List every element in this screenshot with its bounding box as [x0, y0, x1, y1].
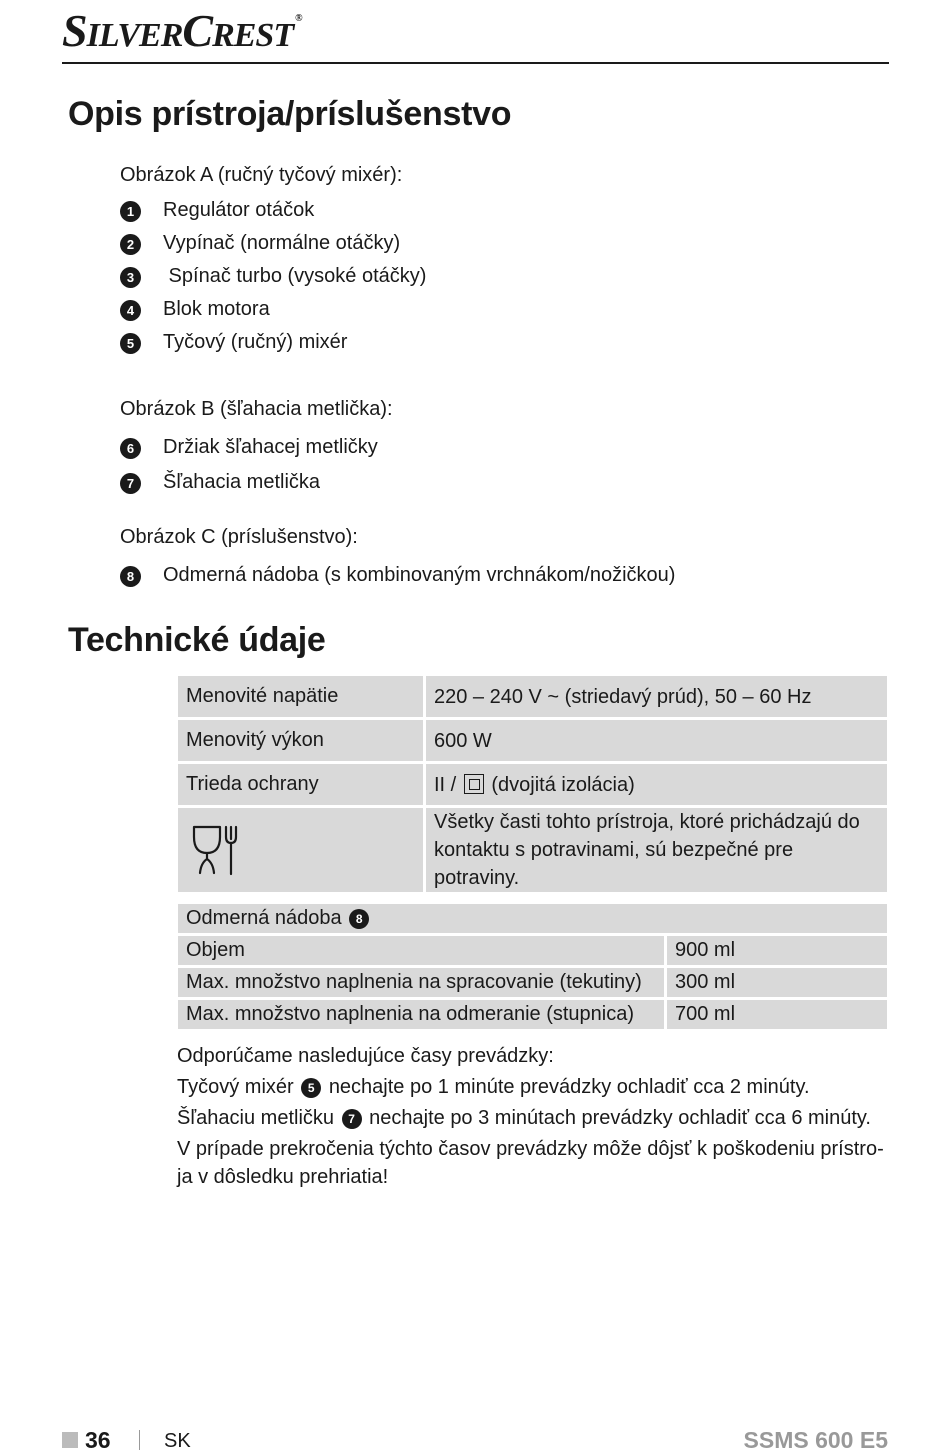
- section-title-description: Opis prístroja/príslušenstvo: [68, 95, 512, 133]
- recommendation-intro: Odporúčame nasledujúce časy prevádzky:: [177, 1045, 554, 1067]
- technical-data-table: [178, 676, 887, 892]
- measuring-jar-table: [178, 904, 887, 1032]
- figure-a-label: Obrázok A (ručný tyčový mixér):: [120, 164, 403, 186]
- header-rule: [62, 62, 889, 64]
- table-cell-value: 900 ml: [664, 936, 887, 968]
- list-item-label: Šľahacia metlička: [163, 471, 321, 493]
- table-cell-value: 300 ml: [664, 968, 887, 1000]
- page-number: 36: [85, 1427, 111, 1453]
- footer-marker: [62, 1432, 78, 1448]
- table-cell-label: Objem: [178, 936, 664, 968]
- list-item-label: Vypínač (normálne otáčky): [163, 232, 401, 254]
- list-item-label: Regulátor otáčok: [163, 199, 315, 221]
- item-number-badge: 2: [120, 234, 141, 255]
- table-cell-label: Menovité napätie: [178, 676, 423, 720]
- item-number-badge: 8: [120, 566, 141, 587]
- jar-header-label: Odmerná nádoba: [186, 907, 342, 929]
- table-row: [178, 764, 887, 808]
- list-item-label: Držiak šľahacej metličky: [163, 436, 378, 458]
- item-number-badge: 5: [301, 1078, 321, 1098]
- silvercrest-logo: SILVERCREST ®: [62, 5, 302, 56]
- table-cell-value: [423, 808, 887, 892]
- table-header-row: [178, 904, 887, 936]
- item-number-badge: 8: [349, 909, 369, 929]
- table-cell-icon: [178, 808, 423, 892]
- protection-class-note: (dvojitá izolácia): [491, 773, 635, 796]
- food-safe-text-line2: kontaktu s potravinami, sú bezpečné pre potraviny.: [434, 839, 794, 889]
- item-number-badge: 1: [120, 201, 141, 222]
- figure-b-label: Obrázok B (šľahacia metlička):: [120, 398, 393, 420]
- table-header-cell: [178, 904, 887, 936]
- table-row: [178, 1000, 887, 1032]
- food-safe-text-line1: Všetky časti tohto prístroja, ktoré prichádzajú do: [434, 811, 860, 833]
- recommendation-prefix: Šľahaciu metličku: [177, 1107, 335, 1129]
- recommendation-line: [177, 1073, 810, 1101]
- item-number-badge: 6: [120, 438, 141, 459]
- section-title-technical-data: Technické údaje: [68, 621, 326, 659]
- table-cell-label: Menovitý výkon: [178, 720, 423, 764]
- list-item-label: Odmerná nádoba (s kombinovaným vrchnákom/nožičkou): [163, 564, 676, 586]
- list-item-label: Tyčový (ručný) mixér: [163, 331, 348, 353]
- recommendation-prefix: Tyčový mixér: [177, 1076, 294, 1098]
- table-cell-value: 220 – 240 V ~ (striedavý prúd), 50 – 60 Hz: [423, 676, 887, 720]
- item-number-badge: 7: [120, 473, 141, 494]
- warning-paragraph: [177, 1135, 884, 1191]
- warning-line1: V prípade prekročenia týchto časov prevádzky môže dôjsť k poškodeniu prístro-: [177, 1138, 884, 1160]
- item-number-badge: 3: [120, 267, 141, 288]
- table-row: [178, 936, 887, 968]
- language-code: SK: [164, 1430, 191, 1452]
- table-row: [178, 808, 887, 892]
- recommendation-suffix: nechajte po 3 minútach prevádzky ochladiť cca 6 minúty.: [369, 1107, 871, 1129]
- model-number: SSMS 600 E5: [743, 1427, 888, 1453]
- protection-class-text: II /: [434, 773, 457, 796]
- food-safe-glass-fork-icon: [190, 823, 242, 877]
- table-cell-label: Max. množstvo naplnenia na odmeranie (stupnica): [178, 1000, 664, 1032]
- warning-line2: ja v dôsledku prehriatia!: [177, 1166, 389, 1188]
- table-cell-value: 700 ml: [664, 1000, 887, 1032]
- table-cell-value: [423, 764, 887, 808]
- list-item-label: Spínač turbo (vysoké otáčky): [163, 265, 427, 287]
- table-cell-label: Trieda ochrany: [178, 764, 423, 808]
- recommendation-suffix: nechajte po 1 minúte prevádzky ochladiť cca 2 minúty.: [328, 1076, 810, 1098]
- table-row: [178, 676, 887, 720]
- item-number-badge: 5: [120, 333, 141, 354]
- double-insulation-icon: [464, 774, 484, 794]
- recommendation-line: [177, 1104, 871, 1132]
- table-cell-label: Max. množstvo naplnenia na spracovanie (tekutiny): [178, 968, 664, 1000]
- figure-c-label: Obrázok C (príslušenstvo):: [120, 526, 358, 548]
- table-row: [178, 720, 887, 764]
- table-row: [178, 968, 887, 1000]
- table-cell-value: 600 W: [423, 720, 887, 764]
- item-number-badge: 7: [342, 1109, 362, 1129]
- list-item-label: Blok motora: [163, 298, 270, 320]
- footer-divider: [139, 1430, 140, 1450]
- item-number-badge: 4: [120, 300, 141, 321]
